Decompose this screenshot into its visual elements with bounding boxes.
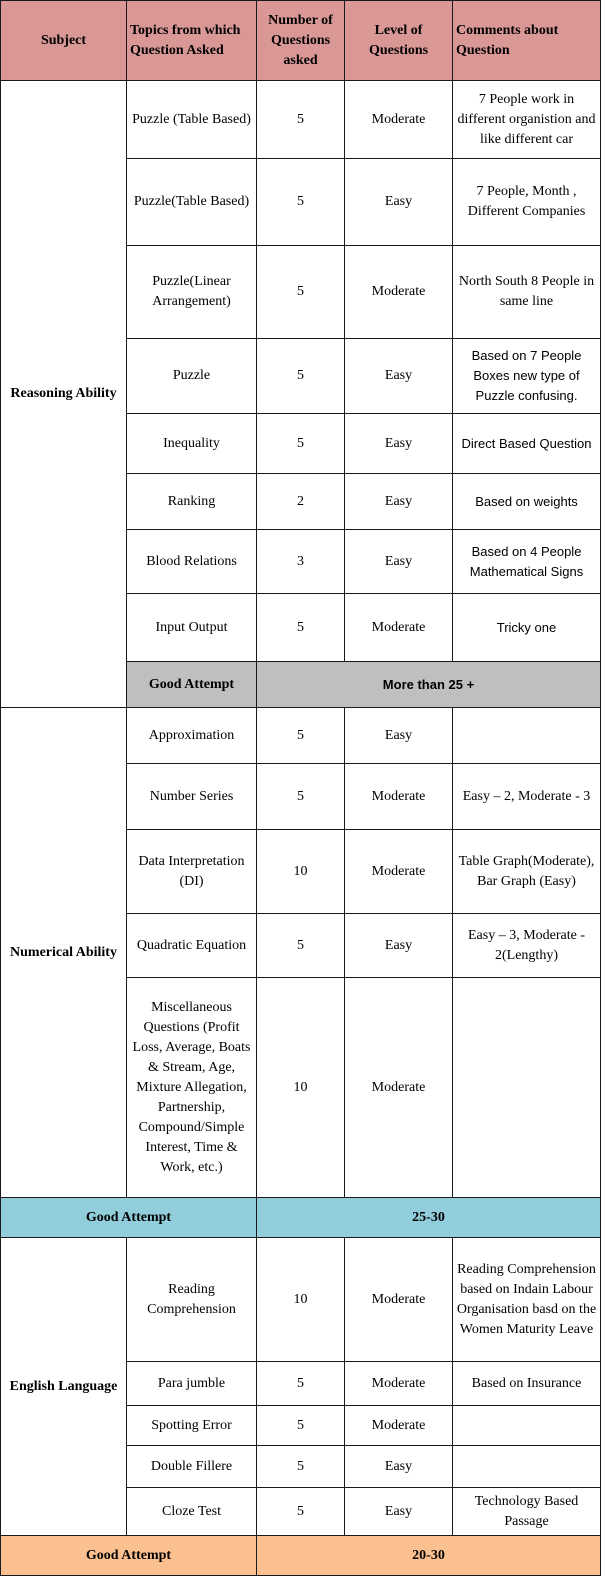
comment-cell <box>453 978 601 1198</box>
level-cell: Easy <box>345 708 453 764</box>
topic-cell: Para jumble <box>127 1362 257 1406</box>
number-cell: 5 <box>257 594 345 662</box>
comment-cell: Based on 4 People Mathematical Signs <box>453 530 601 594</box>
topic-cell: Puzzle(Linear Arrangement) <box>127 246 257 339</box>
good-attempt-label: Good Attempt <box>1 1536 257 1576</box>
topic-cell: Cloze Test <box>127 1488 257 1536</box>
number-cell: 5 <box>257 339 345 414</box>
good-attempt-value: 25-30 <box>257 1198 601 1238</box>
comment-cell: 7 People, Month , Different Companies <box>453 159 601 246</box>
good-attempt-label: Good Attempt <box>127 662 257 708</box>
number-cell: 5 <box>257 1362 345 1406</box>
number-cell: 5 <box>257 159 345 246</box>
level-cell: Moderate <box>345 81 453 159</box>
topic-cell: Puzzle (Table Based) <box>127 81 257 159</box>
topic-cell: Inequality <box>127 414 257 474</box>
number-cell: 5 <box>257 81 345 159</box>
header-topics: Topics from which Question Asked <box>127 1 257 81</box>
comment-cell: Technology Based Passage <box>453 1488 601 1536</box>
topic-cell: Quadratic Equation <box>127 914 257 978</box>
comment-cell: Table Graph(Moderate), Bar Graph (Easy) <box>453 830 601 914</box>
comment-cell: Tricky one <box>453 594 601 662</box>
good-attempt-row-english <box>1 1536 601 1576</box>
good-attempt-row-numerical <box>1 1198 601 1238</box>
level-cell: Moderate <box>345 1238 453 1362</box>
level-cell: Easy <box>345 474 453 530</box>
number-cell: 5 <box>257 1406 345 1446</box>
number-cell: 5 <box>257 764 345 830</box>
number-cell: 5 <box>257 246 345 339</box>
number-cell: 2 <box>257 474 345 530</box>
level-cell: Moderate <box>345 246 453 339</box>
header-subject: Subject <box>1 1 127 81</box>
number-cell: 5 <box>257 708 345 764</box>
comment-cell: Reading Comprehension based on Indain Labour Organisation basd on the Women Maturity Leave <box>453 1238 601 1362</box>
good-attempt-value: 20-30 <box>257 1536 601 1576</box>
subject-numerical: Numerical Ability <box>1 708 127 1198</box>
comment-cell: Based on 7 People Boxes new type of Puzzle confusing. <box>453 339 601 414</box>
subject-english: English Language <box>1 1238 127 1536</box>
level-cell: Easy <box>345 339 453 414</box>
topic-cell: Puzzle(Table Based) <box>127 159 257 246</box>
level-cell: Moderate <box>345 594 453 662</box>
topic-cell: Input Output <box>127 594 257 662</box>
comment-cell <box>453 1446 601 1488</box>
comment-cell <box>453 708 601 764</box>
table-row <box>1 81 601 159</box>
topic-cell: Miscellaneous Questions (Profit Loss, Average, Boats & Stream, Age, Mixture Allegation, Partnership, Compound/Simple Interest, Time & Work, etc.) <box>127 978 257 1198</box>
number-cell: 10 <box>257 830 345 914</box>
number-cell: 3 <box>257 530 345 594</box>
level-cell: Easy <box>345 530 453 594</box>
topic-cell: Number Series <box>127 764 257 830</box>
number-cell: 5 <box>257 914 345 978</box>
comment-cell: Based on weights <box>453 474 601 530</box>
level-cell: Easy <box>345 159 453 246</box>
number-cell: 5 <box>257 1488 345 1536</box>
number-cell: 5 <box>257 1446 345 1488</box>
level-cell: Easy <box>345 414 453 474</box>
number-cell: 10 <box>257 1238 345 1362</box>
header-comments: Comments about Question <box>453 1 601 81</box>
table-row <box>1 1238 601 1362</box>
level-cell: Easy <box>345 1446 453 1488</box>
topic-cell: Spotting Error <box>127 1406 257 1446</box>
comment-cell: Based on Insurance <box>453 1362 601 1406</box>
level-cell: Moderate <box>345 1406 453 1446</box>
topic-cell: Approximation <box>127 708 257 764</box>
comment-cell: Direct Based Question <box>453 414 601 474</box>
good-attempt-label: Good Attempt <box>1 1198 257 1238</box>
level-cell: Moderate <box>345 1362 453 1406</box>
level-cell: Easy <box>345 914 453 978</box>
level-cell: Moderate <box>345 830 453 914</box>
comment-cell: Easy – 2, Moderate - 3 <box>453 764 601 830</box>
header-level: Level of Questions <box>345 1 453 81</box>
topic-cell: Puzzle <box>127 339 257 414</box>
level-cell: Easy <box>345 1488 453 1536</box>
number-cell: 5 <box>257 414 345 474</box>
comment-cell <box>453 1406 601 1446</box>
level-cell: Moderate <box>345 978 453 1198</box>
comment-cell: North South 8 People in same line <box>453 246 601 339</box>
topic-cell: Ranking <box>127 474 257 530</box>
topic-cell: Reading Comprehension <box>127 1238 257 1362</box>
number-cell: 10 <box>257 978 345 1198</box>
table-row <box>1 708 601 764</box>
header-number: Number of Questions asked <box>257 1 345 81</box>
topic-cell: Blood Relations <box>127 530 257 594</box>
topic-cell: Data Interpretation (DI) <box>127 830 257 914</box>
level-cell: Moderate <box>345 764 453 830</box>
good-attempt-value: More than 25 + <box>257 662 601 708</box>
header-row <box>1 1 601 81</box>
topic-cell: Double Fillere <box>127 1446 257 1488</box>
comment-cell: 7 People work in different organistion and like different car <box>453 81 601 159</box>
subject-reasoning: Reasoning Ability <box>1 81 127 708</box>
comment-cell: Easy – 3, Moderate - 2(Lengthy) <box>453 914 601 978</box>
